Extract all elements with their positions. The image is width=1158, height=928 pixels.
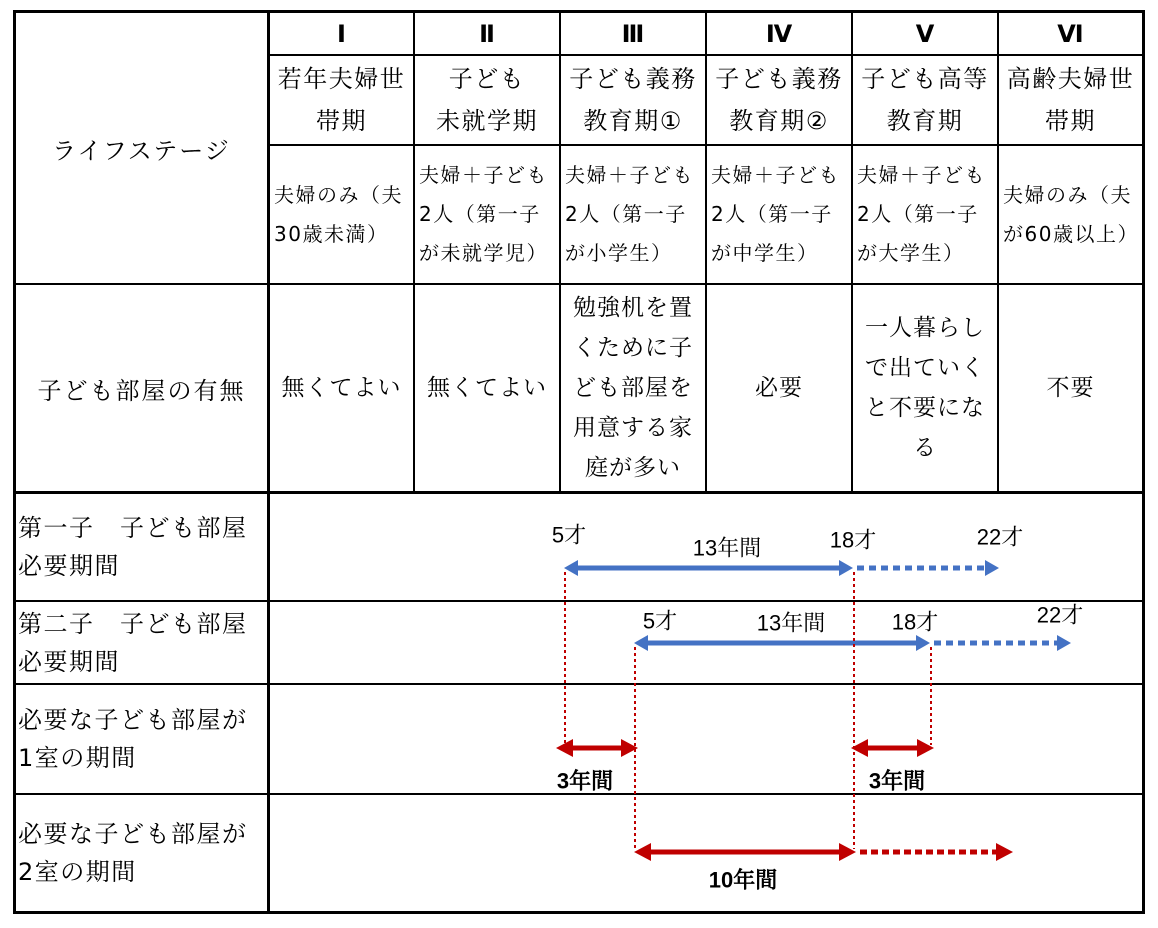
child-room-need-text: 一人暮らし で出ていく と不要にな る xyxy=(865,315,985,461)
first-child-period-label xyxy=(16,494,270,602)
child-room-need-5 xyxy=(853,285,999,494)
child-room-need-6 xyxy=(999,285,1142,494)
one-room-second-period-label: 3年間 xyxy=(868,768,926,794)
life-stage-table xyxy=(13,10,1145,914)
child-room-need-label-text: 子ども部屋の有無 xyxy=(37,376,246,405)
family-composition-text: 夫婦＋子ども 2人（第一子 が未就学児） xyxy=(419,163,548,265)
family-composition-text: 夫婦のみ（夫 が60歳以上） xyxy=(1003,182,1139,246)
one-room-first-period-label: 3年間 xyxy=(556,768,614,794)
first-child-start-age: 5才 xyxy=(551,522,587,548)
stage-name-1 xyxy=(270,56,415,146)
stage-numeral-5 xyxy=(853,13,999,56)
stage-numeral-text: Ⅴ xyxy=(915,19,935,48)
child-room-need-text: 無くてよい xyxy=(427,375,547,401)
stage-numeral-text: Ⅱ xyxy=(479,19,495,48)
child-room-need-text: 不要 xyxy=(1046,375,1095,401)
family-composition-text: 夫婦＋子ども 2人（第一子 が大学生） xyxy=(857,163,986,265)
first-child-end-age: 18才 xyxy=(829,527,877,553)
stage-name-3 xyxy=(561,56,707,146)
one-room-period-label-text: 必要な子ども部屋が 1室の期間 xyxy=(18,706,248,772)
stage-numeral-text: Ⅵ xyxy=(1057,19,1084,48)
life-stage-header-text: ライフステージ xyxy=(52,136,231,165)
child-room-need-text: 勉強机を置 くために子 ども部屋を 用意する家 庭が多い xyxy=(573,295,693,481)
child-room-need-4 xyxy=(707,285,853,494)
child-room-need-text: 必要 xyxy=(755,375,803,401)
child-room-need-3 xyxy=(561,285,707,494)
two-rooms-period-label xyxy=(16,795,270,911)
family-composition-text: 夫婦＋子ども 2人（第一子 が小学生） xyxy=(565,163,694,265)
family-composition-text: 夫婦＋子ども 2人（第一子 が中学生） xyxy=(711,163,840,265)
stage-numeral-text: Ⅳ xyxy=(765,19,793,48)
stage-name-text: 子ども 未就学期 xyxy=(436,65,538,135)
family-composition-5 xyxy=(853,146,999,285)
second-child-later-age: 22才 xyxy=(1036,602,1084,628)
stage-numeral-text: Ⅰ xyxy=(337,19,346,48)
stage-numeral-text: Ⅲ xyxy=(621,19,645,48)
one-room-timeline-cell xyxy=(270,685,1142,795)
child-room-need-text: 無くてよい xyxy=(281,375,402,401)
stage-numeral-2 xyxy=(415,13,561,56)
second-child-period-label xyxy=(16,602,270,685)
stage-name-text: 子ども高等 教育期 xyxy=(861,65,989,135)
life-stage-header xyxy=(16,13,270,285)
stage-numeral-6 xyxy=(999,13,1142,56)
stage-name-4 xyxy=(707,56,853,146)
family-composition-1 xyxy=(270,146,415,285)
one-room-period-label xyxy=(16,685,270,795)
child-room-need-label xyxy=(16,285,270,494)
two-rooms-period-label-text: 必要な子ども部屋が 2室の期間 xyxy=(18,820,248,886)
second-child-period-label-text: 第二子 子ども部屋 必要期間 xyxy=(18,609,248,676)
second-child-end-age: 18才 xyxy=(891,609,939,635)
stage-numeral-3 xyxy=(561,13,707,56)
second-child-start-age: 5才 xyxy=(642,608,678,634)
stage-name-6 xyxy=(999,56,1142,146)
stage-name-text: 高齢夫婦世 帯期 xyxy=(1006,65,1135,135)
stage-numeral-4 xyxy=(707,13,853,56)
stage-name-2 xyxy=(415,56,561,146)
family-composition-text: 夫婦のみ（夫 30歳未満） xyxy=(274,182,403,246)
family-composition-2 xyxy=(415,146,561,285)
second-child-duration: 13年間 xyxy=(756,610,826,636)
first-child-period-label-text: 第一子 子ども部屋 必要期間 xyxy=(18,514,248,580)
child-room-need-2 xyxy=(415,285,561,494)
stage-name-text: 若年夫婦世 帯期 xyxy=(277,65,406,135)
stage-name-text: 子ども義務 教育期① xyxy=(569,65,697,135)
first-child-duration: 13年間 xyxy=(692,535,762,561)
two-rooms-timeline-cell xyxy=(270,795,1142,911)
family-composition-3 xyxy=(561,146,707,285)
family-composition-6 xyxy=(999,146,1142,285)
child-room-need-1 xyxy=(270,285,415,494)
stage-name-text: 子ども義務 教育期② xyxy=(715,65,843,135)
first-child-later-age: 22才 xyxy=(976,524,1024,550)
stage-name-5 xyxy=(853,56,999,146)
family-composition-4 xyxy=(707,146,853,285)
second-child-timeline-cell xyxy=(270,602,1142,685)
two-rooms-period-label: 10年間 xyxy=(708,867,778,893)
stage-numeral-1 xyxy=(270,13,415,56)
first-child-timeline-cell xyxy=(270,494,1142,602)
